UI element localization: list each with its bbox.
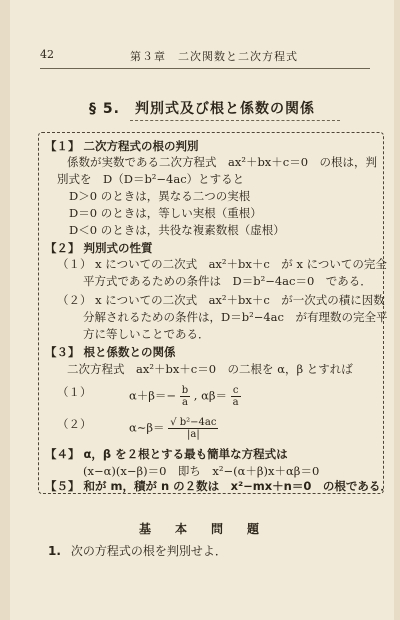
- formula-1-part-b: , αβ＝: [193, 388, 228, 403]
- box-text-line: 方に等しいことである．: [83, 327, 210, 341]
- question-number: 1.: [48, 544, 61, 558]
- question-1: [48, 542, 227, 559]
- formula-1-label: （１）: [57, 385, 92, 399]
- running-title: 第３章 二次関数と二次方程式: [130, 50, 298, 63]
- box-text-line: D＜0 のときは，共役な複素数根（虚根）: [69, 223, 285, 237]
- box-text-line: 二次方程式 ax²＋bx＋c＝0 の二根を α，β とすれば: [67, 362, 353, 376]
- box-text-line: 分解されるための条件は，D＝b²−4ac が有理数の完全平: [83, 310, 388, 324]
- fraction-denominator: a: [181, 397, 188, 408]
- box-text-line: 平方式であるための条件は D＝b²−4ac＝0 である．: [83, 274, 372, 288]
- section-title: § 5. 判別式及び根と係数の関係: [89, 101, 315, 117]
- formula-1: [129, 385, 241, 408]
- formula-2-lhs: α∼β＝: [129, 420, 165, 435]
- box-heading-1: 【１】 二次方程式の根の判別: [45, 139, 199, 153]
- box-text-line: （２） x についての二次式 ax²＋bx＋c が一次式の積に因数: [57, 293, 385, 307]
- formula-1-part-a: α＋β＝−: [129, 388, 177, 403]
- box-text-line: D＝0 のときは，等しい実根（重根）: [69, 206, 262, 220]
- box-text-line: 別式を D（D＝b²−4ac）とすると: [57, 172, 245, 186]
- basic-problems-title: 基 本 問 題: [138, 522, 265, 536]
- box-text-line: D＞0 のときは，異なる二つの実根: [69, 189, 251, 203]
- question-text: 次の方程式の根を判別せよ．: [70, 544, 227, 558]
- formula-2: [129, 417, 218, 440]
- page-header: [40, 48, 370, 69]
- fraction-b-over-a: [180, 385, 190, 408]
- formula-2-label: （２）: [57, 417, 92, 431]
- box-heading-4: 【４】 α，β を２根とする最も簡単な方程式は: [45, 447, 288, 461]
- book-page: [10, 0, 394, 620]
- fraction-denominator: a: [232, 397, 239, 408]
- fraction-numerator: √ b²−4ac: [170, 417, 217, 428]
- fraction-sqrt-over-abs: [168, 417, 218, 440]
- box-text-line: 係数が実数である二次方程式 ax²＋bx＋c＝0 の根は，判: [67, 155, 378, 169]
- box-heading-3: 【３】 根と係数との関係: [45, 345, 176, 359]
- box-text-line: （１） x についての二次式 ax²＋bx＋c が x についての完全: [57, 257, 387, 271]
- box-heading-2: 【２】 判別式の性質: [45, 241, 153, 255]
- box-text-line: (x−α)(x−β)＝0 即ち x²−(α＋β)x＋αβ＝0: [83, 464, 320, 478]
- fraction-numerator: b: [181, 385, 189, 396]
- fraction-numerator: c: [231, 385, 241, 397]
- fraction-c-over-a: [231, 385, 241, 408]
- summary-box: [38, 132, 392, 494]
- page-number: 42: [40, 48, 54, 61]
- box-heading-5: 【５】 和が m，積が n の２数は x²−mx＋n＝0 の根である．: [45, 479, 392, 493]
- section-title-underline: [130, 120, 340, 121]
- fraction-denominator: |a|: [187, 429, 200, 440]
